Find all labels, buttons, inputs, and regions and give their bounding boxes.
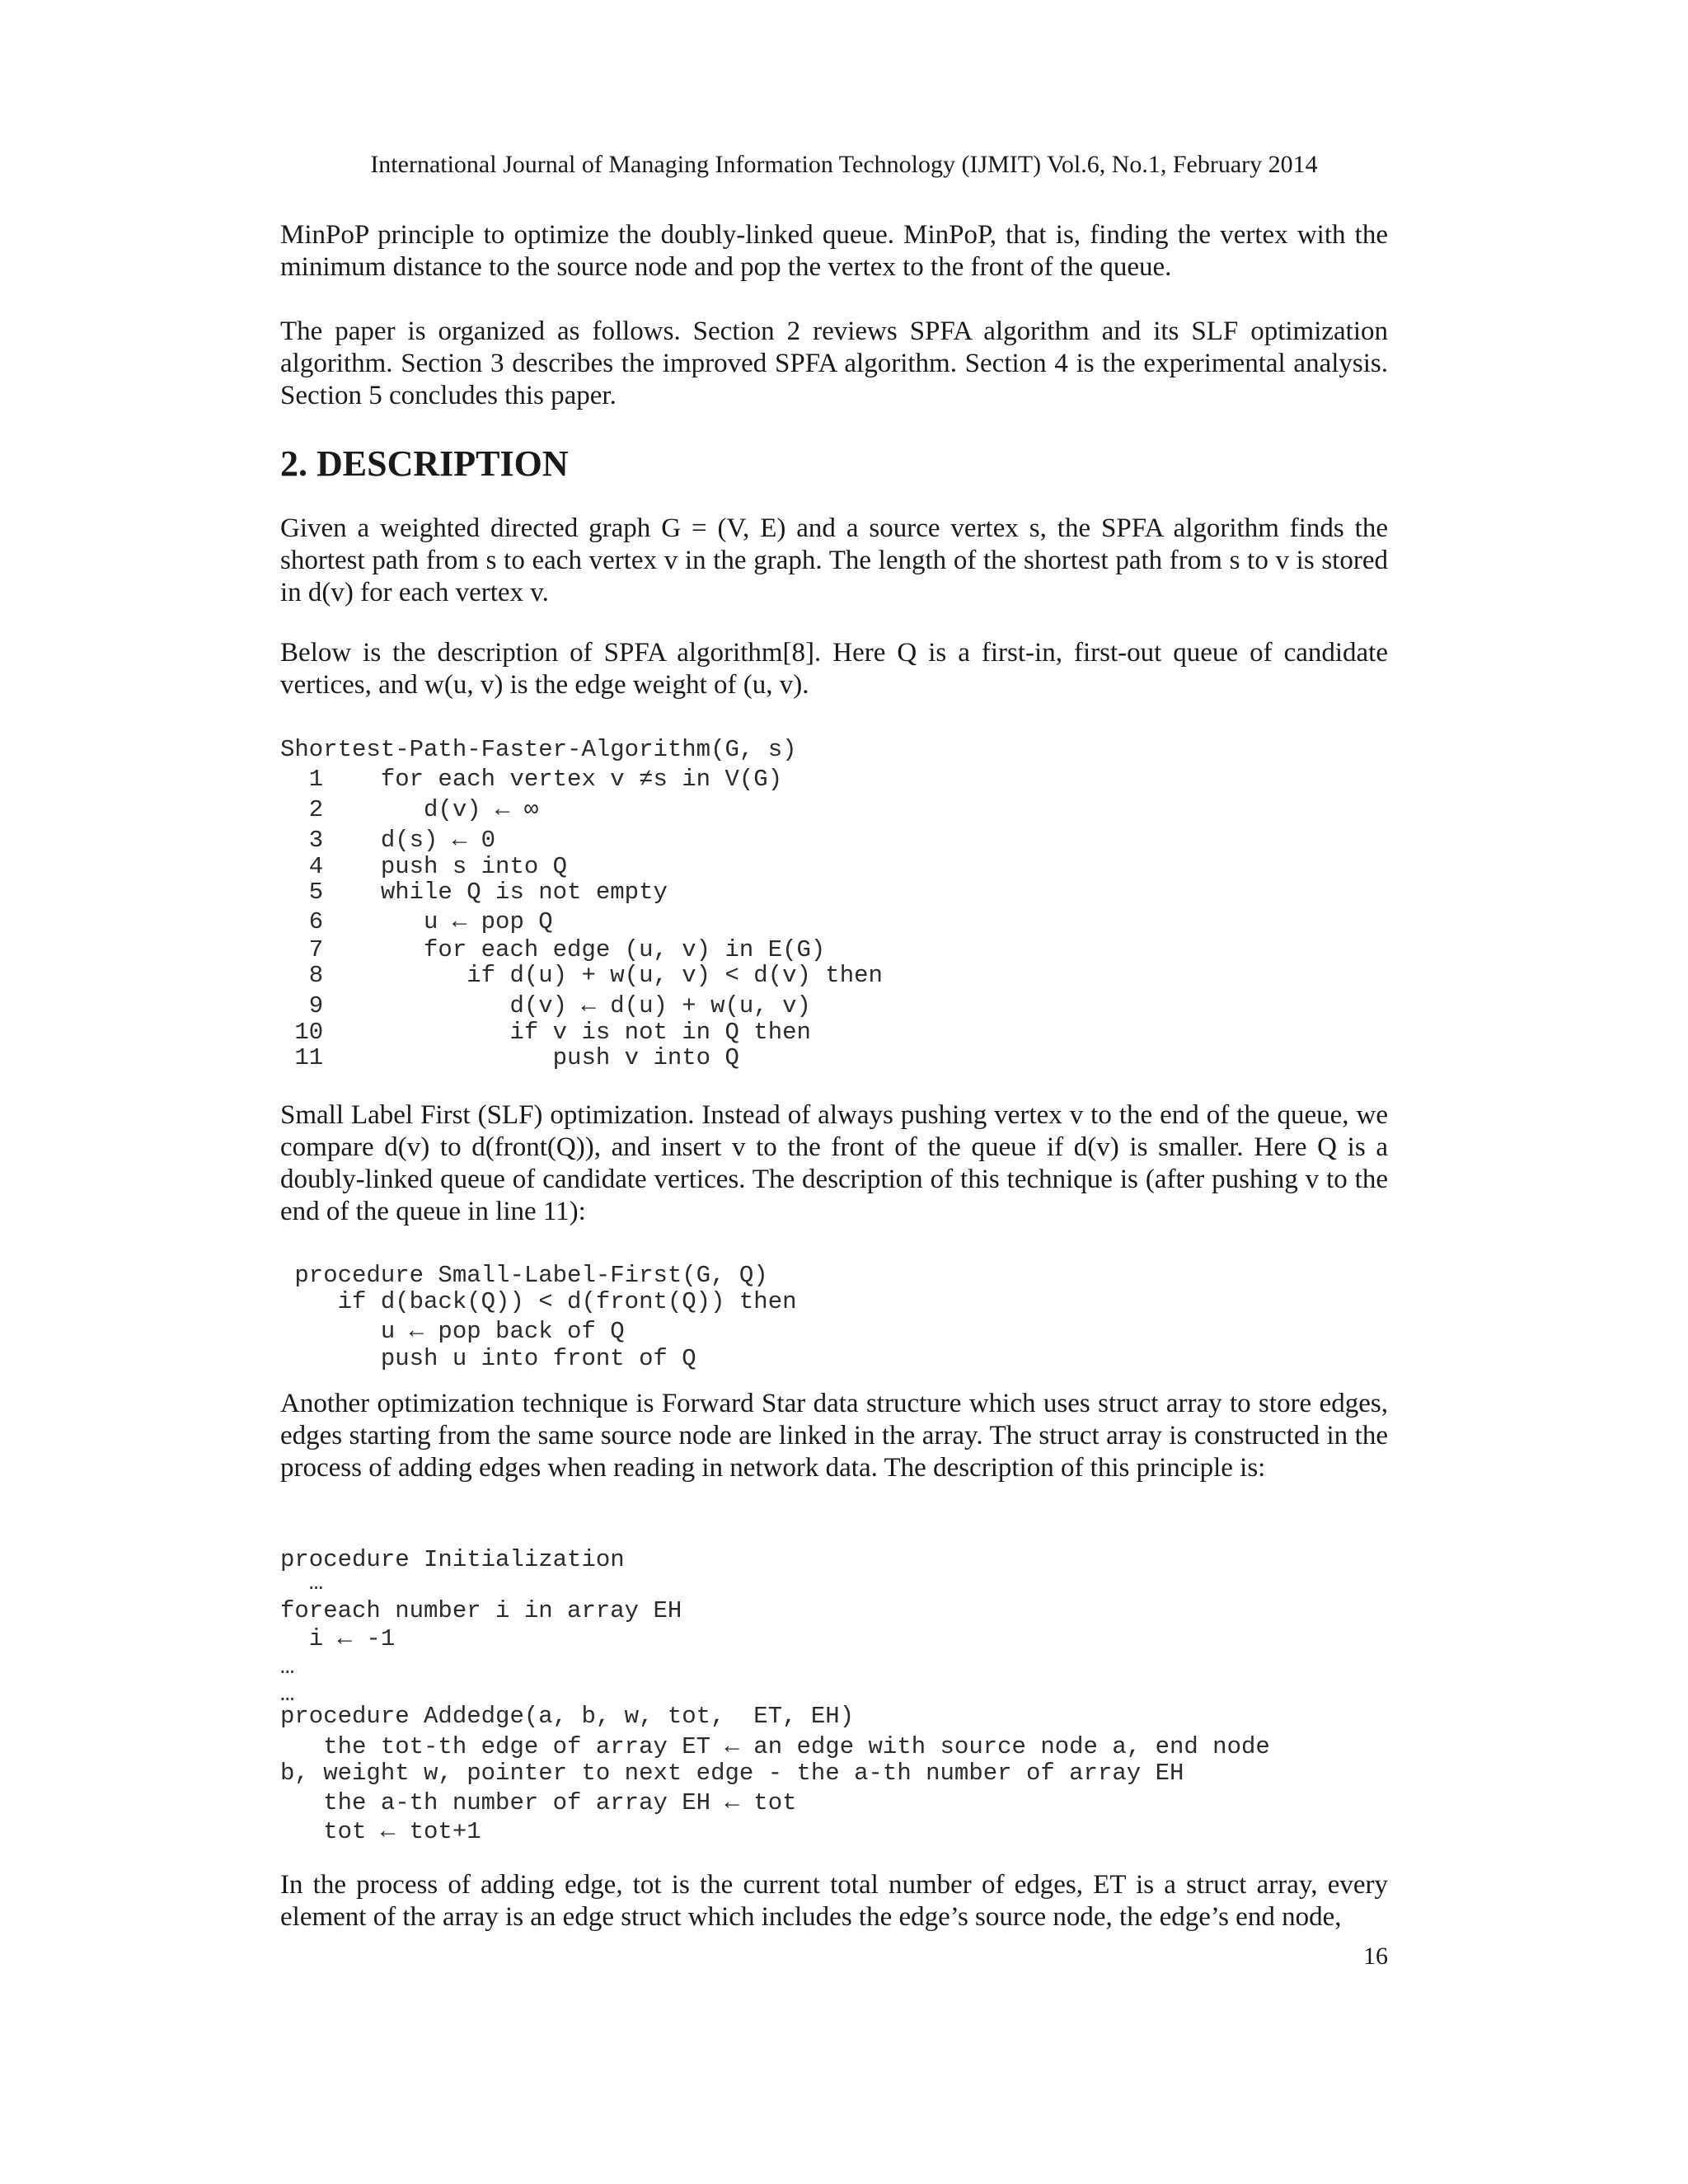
code-line: 3 d(s) ← 0: [280, 827, 496, 854]
paragraph-slf: Small Label First (SLF) optimization. Instead of always pushing vertex v to the end of the queue, we compare d(v) to d(front(Q)), and insert v to the front of the queue if d(v) is smaller. Here Q is a doubly-linked queue of candidate vertices. The description of this technique is (after pushing v to the end of the queue in line 11):: [280, 1100, 1388, 1226]
code-line: 4 push s into Q: [280, 853, 568, 880]
code-line: 1 for each vertex v ≠s in V(G): [280, 766, 783, 793]
paragraph-organization: The paper is organized as follows. Section 2 reviews SPFA algorithm and its SLF optimization algorithm. Section 3 describes the improved SPFA algorithm. Section 4 is the experimental analysis. Section 5 concludes this paper.: [280, 316, 1388, 410]
paragraph-adding-edge: In the process of adding edge, tot is the current total number of edges, ET is a struct array, every element of the array is an edge struct which includes the edge’s source node, the edge’s end node,: [280, 1870, 1388, 1932]
paragraph-intro: MinPoP principle to optimize the doubly-linked queue. MinPoP, that is, finding the vertex with the minimum distance to the source node and pop the vertex to the front of the queue.: [280, 220, 1388, 282]
code-line: …: [280, 1569, 324, 1596]
code-line: foreach number i in array EH: [280, 1597, 682, 1624]
code-line: u ← pop back of Q: [280, 1318, 625, 1345]
paragraph-description: Given a weighted directed graph G = (V, E) and a source vertex s, the SPFA algorithm finds the shortest path from s to each vertex v in the graph. The length of the shortest path from s to v is stored in d(v) for each vertex v.: [280, 513, 1388, 607]
paragraph-spfa-intro: Below is the description of SPFA algorithm[8]. Here Q is a first-in, first-out queue of candidate vertices, and w(u, v) is the edge weight of (u, v).: [280, 638, 1388, 700]
code-line: 9 d(v) ← d(u) + w(u, v): [280, 992, 811, 1019]
code-line: 6 u ← pop Q: [280, 908, 553, 935]
page-number: 16: [1363, 1943, 1388, 1970]
journal-header: International Journal of Managing Information Technology (IJMIT) Vol.6, No.1, February 2014: [370, 151, 1318, 178]
code-line: 2 d(v) ← ∞: [280, 796, 539, 823]
section-heading: 2. DESCRIPTION: [280, 443, 569, 484]
code-line: i ← -1: [280, 1625, 396, 1652]
paragraph-forward-star: Another optimization technique is Forward Star data structure which uses struct array to store edges, edges starting from the same source node are linked in the array. The struct array is constructed in the process of adding edges when reading in network data. The description of this principle is:: [280, 1389, 1388, 1483]
code-line: the a-th number of array EH ← tot: [280, 1789, 797, 1816]
code-line: procedure Small-Label-First(G, Q): [280, 1262, 768, 1289]
code-line: the tot-th edge of array ET ← an edge with source node a, end node: [280, 1733, 1270, 1760]
code-line: 10 if v is not in Q then: [280, 1019, 811, 1046]
code-line: 8 if d(u) + w(u, v) < d(v) then: [280, 962, 883, 989]
code-line: …: [280, 1653, 295, 1680]
code-line: b, weight w, pointer to next edge - the a-th number of array EH: [280, 1760, 1184, 1787]
code-line: …: [280, 1680, 295, 1708]
code-line: 11 push v into Q: [280, 1044, 739, 1071]
code-line: 7 for each edge (u, v) in E(G): [280, 936, 826, 963]
code-line: if d(back(Q)) < d(front(Q)) then: [280, 1288, 797, 1315]
code-line: 5 while Q is not empty: [280, 879, 668, 906]
code-line: tot ← tot+1: [280, 1818, 481, 1845]
code-line: procedure Initialization: [280, 1546, 625, 1573]
code-line: procedure Addedge(a, b, w, tot, ET, EH): [280, 1703, 855, 1730]
code-line: push u into front of Q: [280, 1345, 696, 1372]
code-line: Shortest-Path-Faster-Algorithm(G, s): [280, 736, 797, 763]
